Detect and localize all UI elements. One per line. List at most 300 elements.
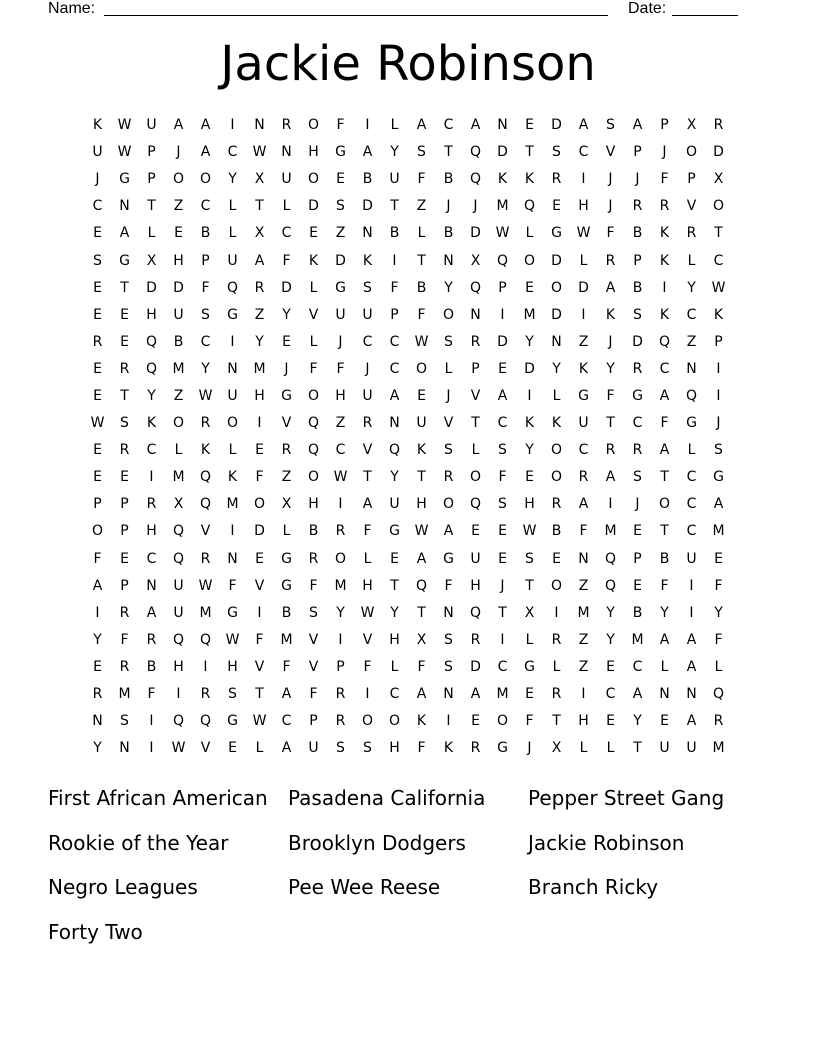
grid-letter[interactable]: L — [228, 442, 237, 459]
grid-letter[interactable]: E — [228, 740, 237, 757]
grid-letter[interactable]: A — [578, 496, 589, 513]
grid-letter[interactable]: V — [470, 387, 481, 404]
grid-letter[interactable]: F — [363, 658, 372, 675]
grid-letter[interactable]: U — [92, 144, 103, 161]
grid-letter[interactable]: D — [470, 658, 481, 675]
grid-letter[interactable]: T — [417, 252, 426, 269]
grid-letter[interactable]: H — [389, 631, 400, 648]
grid-letter[interactable]: D — [173, 279, 184, 296]
grid-letter[interactable]: Q — [388, 442, 401, 459]
grid-letter[interactable]: H — [578, 713, 589, 730]
grid-letter[interactable]: S — [120, 713, 129, 730]
grid-letter[interactable]: Y — [525, 333, 534, 350]
grid-letter[interactable]: R — [632, 198, 643, 215]
grid-letter[interactable]: X — [470, 252, 481, 269]
grid-letter[interactable]: I — [149, 740, 154, 757]
grid-letter[interactable]: D — [281, 279, 292, 296]
grid-letter[interactable]: N — [119, 198, 130, 215]
grid-letter[interactable]: E — [471, 523, 480, 540]
grid-letter[interactable]: V — [254, 577, 265, 594]
grid-letter[interactable]: D — [578, 279, 589, 296]
grid-letter[interactable]: R — [551, 686, 562, 703]
grid-letter[interactable]: O — [550, 442, 563, 459]
grid-letter[interactable]: L — [174, 442, 183, 459]
grid-letter[interactable]: U — [659, 740, 670, 757]
grid-letter[interactable]: B — [659, 550, 670, 567]
grid-letter[interactable]: P — [147, 144, 156, 161]
grid-letter[interactable]: R — [659, 198, 670, 215]
grid-letter[interactable]: S — [444, 631, 453, 648]
grid-letter[interactable]: F — [363, 523, 372, 540]
grid-letter[interactable]: O — [550, 279, 563, 296]
grid-letter[interactable]: E — [93, 225, 102, 242]
grid-letter[interactable]: R — [119, 604, 130, 621]
grid-letter[interactable]: D — [551, 252, 562, 269]
grid-letter[interactable]: R — [119, 442, 130, 459]
grid-letter[interactable]: V — [254, 658, 265, 675]
grid-letter[interactable]: L — [552, 658, 561, 675]
grid-letter[interactable]: P — [390, 306, 399, 323]
grid-letter[interactable]: A — [146, 604, 157, 621]
grid-letter[interactable]: Y — [390, 604, 399, 621]
grid-letter[interactable]: S — [525, 550, 534, 567]
grid-letter[interactable]: O — [550, 577, 563, 594]
grid-letter[interactable]: C — [497, 415, 508, 432]
grid-letter[interactable]: F — [120, 631, 129, 648]
grid-letter[interactable]: H — [254, 387, 265, 404]
grid-letter[interactable]: P — [633, 550, 642, 567]
grid-letter[interactable]: P — [633, 144, 642, 161]
grid-letter[interactable]: O — [658, 496, 671, 513]
grid-letter[interactable]: W — [198, 577, 213, 594]
grid-letter[interactable]: Y — [714, 604, 723, 621]
grid-letter[interactable]: Q — [685, 387, 698, 404]
grid-letter[interactable]: T — [363, 469, 372, 486]
grid-letter[interactable]: R — [335, 686, 346, 703]
grid-letter[interactable]: L — [687, 442, 696, 459]
grid-letter[interactable]: Q — [469, 279, 482, 296]
grid-letter[interactable]: G — [119, 171, 130, 188]
grid-letter[interactable]: E — [498, 360, 507, 377]
grid-letter[interactable]: L — [255, 740, 264, 757]
grid-letter[interactable]: C — [578, 144, 589, 161]
grid-letter[interactable]: I — [689, 604, 694, 621]
grid-letter[interactable]: A — [578, 117, 589, 134]
grid-letter[interactable]: U — [578, 415, 589, 432]
grid-letter[interactable]: X — [254, 225, 265, 242]
grid-letter[interactable]: S — [363, 740, 372, 757]
grid-letter[interactable]: A — [200, 117, 211, 134]
grid-letter[interactable]: C — [497, 658, 508, 675]
grid-letter[interactable]: S — [309, 604, 318, 621]
grid-letter[interactable]: O — [523, 252, 536, 269]
grid-letter[interactable]: V — [443, 415, 454, 432]
grid-letter[interactable]: N — [686, 360, 697, 377]
grid-letter[interactable]: G — [443, 550, 454, 567]
grid-letter[interactable]: C — [686, 469, 697, 486]
grid-letter[interactable]: L — [390, 658, 399, 675]
grid-letter[interactable]: O — [361, 713, 374, 730]
grid-letter[interactable]: I — [338, 631, 343, 648]
grid-letter[interactable]: R — [335, 713, 346, 730]
grid-letter[interactable]: J — [662, 144, 667, 161]
grid-letter[interactable]: U — [389, 496, 400, 513]
grid-letter[interactable]: R — [632, 360, 643, 377]
grid-letter[interactable]: F — [417, 658, 426, 675]
grid-letter[interactable]: M — [712, 740, 725, 757]
grid-letter[interactable]: C — [227, 144, 238, 161]
grid-letter[interactable]: F — [444, 577, 453, 594]
grid-letter[interactable]: E — [120, 550, 129, 567]
grid-letter[interactable]: E — [498, 523, 507, 540]
grid-letter[interactable]: Y — [390, 469, 399, 486]
grid-letter[interactable]: S — [444, 658, 453, 675]
grid-letter[interactable]: Z — [578, 631, 589, 648]
grid-letter[interactable]: E — [552, 198, 561, 215]
grid-letter[interactable]: A — [605, 469, 616, 486]
grid-letter[interactable]: C — [713, 252, 724, 269]
grid-letter[interactable]: Z — [335, 415, 346, 432]
grid-letter[interactable]: J — [446, 198, 451, 215]
grid-letter[interactable]: M — [118, 686, 131, 703]
grid-letter[interactable]: N — [254, 117, 265, 134]
grid-letter[interactable]: J — [95, 171, 100, 188]
grid-letter[interactable]: P — [336, 658, 345, 675]
grid-letter[interactable]: C — [632, 415, 643, 432]
grid-letter[interactable]: L — [606, 740, 615, 757]
grid-letter[interactable]: L — [309, 279, 318, 296]
grid-letter[interactable]: D — [146, 279, 157, 296]
grid-letter[interactable]: W — [576, 225, 591, 242]
grid-letter[interactable]: Q — [658, 333, 671, 350]
grid-letter[interactable]: X — [524, 604, 535, 621]
grid-letter[interactable]: I — [608, 496, 613, 513]
grid-letter[interactable]: T — [660, 469, 669, 486]
grid-letter[interactable]: A — [281, 740, 292, 757]
grid-letter[interactable]: O — [307, 117, 320, 134]
grid-letter[interactable]: G — [281, 387, 292, 404]
grid-letter[interactable]: Y — [201, 360, 210, 377]
grid-letter[interactable]: O — [199, 171, 212, 188]
grid-letter[interactable]: N — [92, 713, 103, 730]
grid-letter[interactable]: S — [228, 686, 237, 703]
grid-letter[interactable]: R — [308, 550, 319, 567]
grid-letter[interactable]: P — [309, 713, 318, 730]
grid-letter[interactable]: T — [633, 740, 642, 757]
grid-letter[interactable]: Y — [687, 279, 696, 296]
grid-letter[interactable]: E — [120, 469, 129, 486]
grid-letter[interactable]: E — [525, 117, 534, 134]
grid-letter[interactable]: I — [500, 306, 505, 323]
grid-letter[interactable]: T — [444, 144, 453, 161]
grid-letter[interactable]: D — [308, 198, 319, 215]
grid-letter[interactable]: E — [525, 686, 534, 703]
grid-letter[interactable]: U — [173, 604, 184, 621]
grid-letter[interactable]: Z — [578, 658, 589, 675]
grid-letter[interactable]: B — [443, 225, 454, 242]
grid-letter[interactable]: X — [281, 496, 292, 513]
grid-letter[interactable]: C — [389, 686, 400, 703]
grid-letter[interactable]: A — [659, 387, 670, 404]
grid-letter[interactable]: L — [309, 333, 318, 350]
grid-letter[interactable]: I — [581, 306, 586, 323]
grid-letter[interactable]: A — [632, 117, 643, 134]
grid-letter[interactable]: E — [498, 550, 507, 567]
grid-letter[interactable]: N — [443, 686, 454, 703]
grid-letter[interactable]: E — [525, 279, 534, 296]
grid-letter[interactable]: R — [470, 631, 481, 648]
grid-letter[interactable]: K — [308, 252, 319, 269]
grid-letter[interactable]: E — [120, 306, 129, 323]
grid-letter[interactable]: M — [496, 686, 509, 703]
grid-letter[interactable]: A — [92, 577, 103, 594]
grid-letter[interactable]: O — [442, 496, 455, 513]
grid-letter[interactable]: Z — [173, 387, 184, 404]
grid-letter[interactable]: N — [362, 225, 373, 242]
grid-letter[interactable]: L — [282, 198, 291, 215]
grid-letter[interactable]: T — [255, 198, 264, 215]
grid-letter[interactable]: I — [203, 658, 208, 675]
grid-letter[interactable]: F — [525, 713, 534, 730]
grid-letter[interactable]: W — [495, 225, 510, 242]
grid-letter[interactable]: K — [443, 740, 454, 757]
grid-letter[interactable]: V — [362, 631, 373, 648]
grid-letter[interactable]: V — [281, 415, 292, 432]
grid-letter[interactable]: E — [552, 550, 561, 567]
grid-letter[interactable]: N — [443, 604, 454, 621]
grid-letter[interactable]: Q — [307, 442, 320, 459]
grid-letter[interactable]: V — [605, 144, 616, 161]
grid-letter[interactable]: O — [172, 415, 185, 432]
grid-letter[interactable]: C — [389, 360, 400, 377]
grid-letter[interactable]: N — [119, 740, 130, 757]
grid-letter[interactable]: T — [471, 415, 480, 432]
grid-letter[interactable]: E — [633, 577, 642, 594]
grid-letter[interactable]: J — [635, 496, 640, 513]
grid-letter[interactable]: G — [686, 415, 697, 432]
grid-letter[interactable]: L — [579, 252, 588, 269]
grid-letter[interactable]: I — [230, 333, 235, 350]
grid-letter[interactable]: K — [551, 415, 562, 432]
grid-letter[interactable]: T — [606, 415, 615, 432]
grid-letter[interactable]: P — [498, 279, 507, 296]
grid-letter[interactable]: I — [257, 415, 262, 432]
date-blank-line[interactable] — [672, 15, 738, 16]
grid-letter[interactable]: B — [416, 279, 427, 296]
grid-letter[interactable]: E — [93, 658, 102, 675]
grid-letter[interactable]: Z — [686, 333, 697, 350]
grid-letter[interactable]: E — [417, 387, 426, 404]
grid-letter[interactable]: B — [632, 604, 643, 621]
grid-letter[interactable]: I — [554, 604, 559, 621]
grid-letter[interactable]: B — [281, 604, 292, 621]
grid-letter[interactable]: C — [578, 442, 589, 459]
grid-letter[interactable]: B — [362, 171, 373, 188]
grid-letter[interactable]: L — [714, 658, 723, 675]
grid-letter[interactable]: C — [659, 360, 670, 377]
grid-letter[interactable]: I — [230, 117, 235, 134]
grid-letter[interactable]: F — [309, 360, 318, 377]
grid-letter[interactable]: A — [119, 225, 130, 242]
grid-letter[interactable]: O — [307, 387, 320, 404]
grid-letter[interactable]: Q — [307, 415, 320, 432]
grid-letter[interactable]: E — [93, 279, 102, 296]
grid-letter[interactable]: Z — [335, 225, 346, 242]
grid-letter[interactable]: Z — [578, 333, 589, 350]
grid-letter[interactable]: U — [389, 171, 400, 188]
grid-letter[interactable]: P — [201, 252, 210, 269]
grid-letter[interactable]: J — [608, 333, 613, 350]
grid-letter[interactable]: X — [551, 740, 562, 757]
grid-letter[interactable]: Q — [712, 686, 725, 703]
grid-letter[interactable]: P — [633, 252, 642, 269]
grid-letter[interactable]: S — [417, 144, 426, 161]
grid-letter[interactable]: B — [173, 333, 184, 350]
grid-letter[interactable]: E — [660, 713, 669, 730]
grid-letter[interactable]: D — [335, 252, 346, 269]
grid-letter[interactable]: B — [632, 225, 643, 242]
grid-letter[interactable]: L — [525, 225, 534, 242]
grid-letter[interactable]: E — [309, 225, 318, 242]
grid-letter[interactable]: N — [686, 686, 697, 703]
grid-letter[interactable]: F — [660, 577, 669, 594]
grid-letter[interactable]: Q — [199, 469, 212, 486]
grid-letter[interactable]: P — [660, 117, 669, 134]
grid-letter[interactable]: A — [281, 686, 292, 703]
grid-letter[interactable]: F — [309, 577, 318, 594]
grid-letter[interactable]: D — [632, 333, 643, 350]
grid-letter[interactable]: N — [227, 550, 238, 567]
grid-letter[interactable]: L — [471, 442, 480, 459]
grid-letter[interactable]: L — [687, 252, 696, 269]
grid-letter[interactable]: P — [93, 496, 102, 513]
grid-letter[interactable]: S — [633, 306, 642, 323]
grid-letter[interactable]: W — [225, 631, 240, 648]
grid-letter[interactable]: L — [147, 225, 156, 242]
grid-letter[interactable]: A — [686, 631, 697, 648]
grid-letter[interactable]: L — [444, 360, 453, 377]
grid-letter[interactable]: Z — [254, 306, 265, 323]
grid-letter[interactable]: A — [173, 117, 184, 134]
grid-letter[interactable]: M — [226, 496, 239, 513]
grid-letter[interactable]: H — [470, 577, 481, 594]
grid-letter[interactable]: A — [389, 387, 400, 404]
grid-letter[interactable]: R — [335, 523, 346, 540]
grid-letter[interactable]: M — [577, 604, 590, 621]
grid-letter[interactable]: A — [470, 117, 481, 134]
grid-letter[interactable]: S — [444, 333, 453, 350]
grid-letter[interactable]: E — [93, 360, 102, 377]
grid-letter[interactable]: C — [146, 442, 157, 459]
grid-letter[interactable]: Q — [523, 198, 536, 215]
grid-letter[interactable]: A — [200, 144, 211, 161]
grid-letter[interactable]: A — [254, 252, 265, 269]
grid-letter[interactable]: Q — [199, 496, 212, 513]
grid-letter[interactable]: W — [333, 469, 348, 486]
grid-letter[interactable]: K — [200, 442, 211, 459]
grid-letter[interactable]: E — [606, 658, 615, 675]
grid-letter[interactable]: R — [551, 171, 562, 188]
grid-letter[interactable]: K — [659, 306, 670, 323]
grid-letter[interactable]: F — [606, 387, 615, 404]
grid-letter[interactable]: M — [604, 523, 617, 540]
grid-letter[interactable]: G — [524, 658, 535, 675]
grid-letter[interactable]: R — [713, 713, 724, 730]
grid-letter[interactable]: R — [551, 496, 562, 513]
grid-letter[interactable]: H — [308, 496, 319, 513]
grid-letter[interactable]: E — [633, 523, 642, 540]
grid-letter[interactable]: A — [659, 631, 670, 648]
grid-letter[interactable]: I — [338, 496, 343, 513]
name-blank-line[interactable] — [104, 15, 608, 16]
grid-letter[interactable]: Y — [390, 144, 399, 161]
grid-letter[interactable]: I — [716, 360, 721, 377]
grid-letter[interactable]: R — [443, 469, 454, 486]
grid-letter[interactable]: W — [117, 117, 132, 134]
grid-letter[interactable]: H — [308, 144, 319, 161]
grid-letter[interactable]: J — [365, 360, 370, 377]
grid-letter[interactable]: R — [200, 415, 211, 432]
grid-letter[interactable]: P — [120, 523, 129, 540]
grid-letter[interactable]: Q — [604, 550, 617, 567]
grid-letter[interactable]: C — [389, 333, 400, 350]
grid-letter[interactable]: W — [171, 740, 186, 757]
grid-letter[interactable]: M — [712, 523, 725, 540]
grid-letter[interactable]: V — [200, 523, 211, 540]
grid-letter[interactable]: H — [578, 198, 589, 215]
grid-letter[interactable]: E — [93, 387, 102, 404]
grid-letter[interactable]: R — [254, 279, 265, 296]
grid-letter[interactable]: C — [92, 198, 103, 215]
grid-letter[interactable]: K — [92, 117, 103, 134]
grid-letter[interactable]: I — [257, 604, 262, 621]
grid-letter[interactable]: H — [173, 252, 184, 269]
grid-letter[interactable]: I — [527, 387, 532, 404]
grid-letter[interactable]: F — [282, 252, 291, 269]
grid-letter[interactable]: I — [95, 604, 100, 621]
grid-letter[interactable]: G — [227, 713, 238, 730]
grid-letter[interactable]: W — [711, 279, 726, 296]
grid-letter[interactable]: R — [92, 686, 103, 703]
grid-letter[interactable]: B — [389, 225, 400, 242]
grid-letter[interactable]: S — [633, 469, 642, 486]
grid-letter[interactable]: M — [172, 469, 185, 486]
grid-letter[interactable]: J — [635, 171, 640, 188]
grid-letter[interactable]: S — [714, 442, 723, 459]
grid-letter[interactable]: Y — [633, 713, 642, 730]
grid-letter[interactable]: K — [362, 252, 373, 269]
grid-letter[interactable]: G — [119, 252, 130, 269]
grid-letter[interactable]: U — [227, 387, 238, 404]
grid-letter[interactable]: E — [282, 333, 291, 350]
grid-letter[interactable]: V — [308, 306, 319, 323]
grid-letter[interactable]: T — [660, 523, 669, 540]
grid-letter[interactable]: G — [497, 740, 508, 757]
grid-letter[interactable]: I — [689, 577, 694, 594]
grid-letter[interactable]: Y — [147, 387, 156, 404]
grid-letter[interactable]: U — [470, 550, 481, 567]
grid-letter[interactable]: I — [149, 469, 154, 486]
grid-letter[interactable]: H — [524, 496, 535, 513]
grid-letter[interactable]: Q — [199, 713, 212, 730]
grid-letter[interactable]: F — [417, 306, 426, 323]
grid-letter[interactable]: G — [632, 387, 643, 404]
grid-letter[interactable]: N — [578, 550, 589, 567]
grid-letter[interactable]: V — [686, 198, 697, 215]
grid-letter[interactable]: F — [660, 415, 669, 432]
grid-letter[interactable]: O — [91, 523, 104, 540]
grid-letter[interactable]: R — [551, 631, 562, 648]
